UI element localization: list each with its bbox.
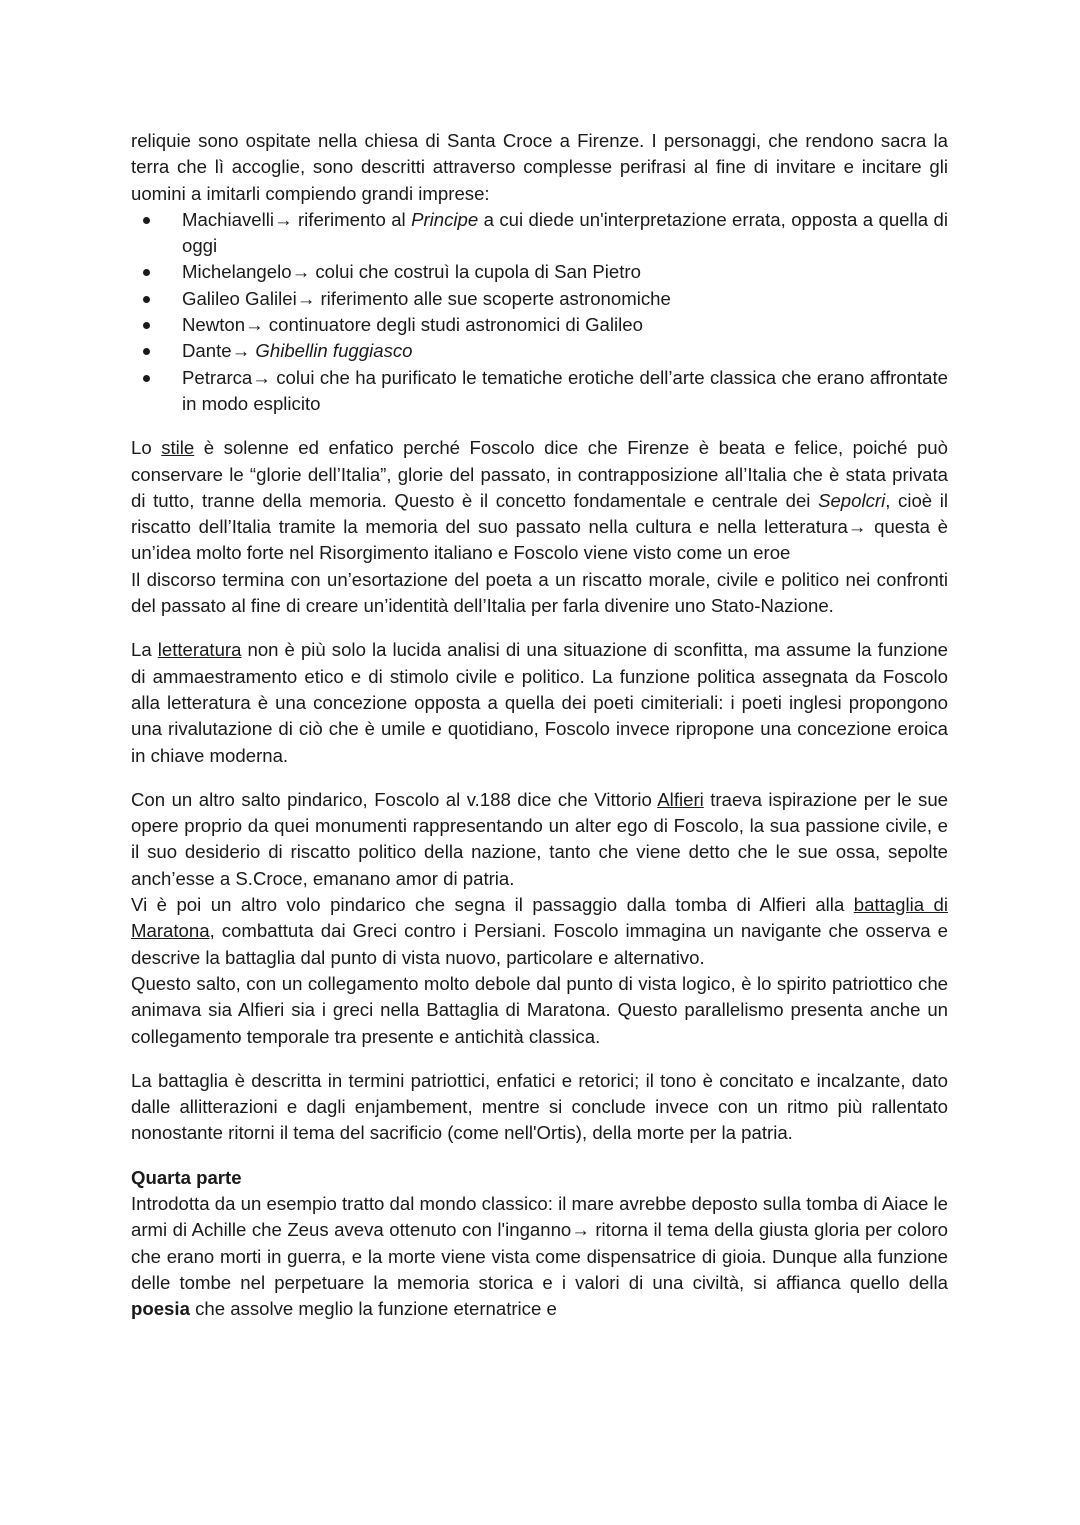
list-item: Newton→ continuatore degli studi astronomici di Galileo [131, 312, 948, 338]
bullet-dot-icon [143, 296, 150, 303]
section-heading: Quarta parte [131, 1166, 242, 1188]
bullet-dot-icon [143, 348, 150, 355]
underlined-term: letteratura [157, 639, 242, 661]
intro-text: reliquie sono ospitate nella chiesa di Santa Croce a Firenze. I personaggi, che rendono sacra la terra che lì accoglie, sono descritti attraverso complesse perifrasi al fine di invitare e incitare gli uomini a imitarli compiendo grandi imprese: [131, 130, 948, 204]
salto-paragraph: Questo salto, con un collegamento molto debole dal punto di vista logico, è lo spirito patriottico che animava sia Alfieri sia i greci nella Battaglia di Maratona. Questo parallelismo presenta anche un collegamento temporale tra presente e antichità classica. [131, 972, 948, 1047]
alfieri-paragraph: Con un altro salto pindarico, Foscolo al v.188 dice che Vittorio Alfieri traeva ispirazione per le sue opere proprio da quei monumenti rappresentando un alter ego di Foscolo, la sua passione civile, e il suo desiderio di riscatto politico della nazione, tanto che viene detto che le sue ossa, sepolte anch’esse a S.Croce, emanano amor di patria. [131, 788, 949, 889]
volo-paragraph: Vi è poi un altro volo pindarico che segna il passaggio dalla tomba di Alfieri alla battaglia di Maratona, combattuta dai Greci contro i Persiani. Foscolo immagina un navigante che osserva e descrive la battaglia dal punto di vista nuovo, particolare e alternativo. [131, 894, 948, 968]
personaggi-list [131, 207, 948, 417]
battaglia-paragraph: La battaglia è descritta in termini patriottici, enfatici e retorici; il tono è concitato e incalzante, dato dalle allitterazioni e dagli enjambement, mentre si conclude invece con un ritmo più rallentato nonostante ritorni il tema del sacrificio (come nell'Ortis), della morte per la patria. [131, 1069, 948, 1144]
bullet-dot-icon [143, 375, 150, 382]
list-item: Dante→ Ghibellin fuggiasco [131, 338, 948, 364]
list-item: Michelangelo→ colui che costruì la cupola di San Pietro [131, 259, 948, 285]
intro-paragraph [131, 128, 948, 207]
underlined-term: Alfieri [657, 788, 704, 810]
underlined-term: stile [161, 437, 195, 459]
document-page [131, 128, 948, 1322]
discorso-paragraph: Il discorso termina con un’esortazione del poeta a un riscatto morale, civile e politico nei confronti del passato al fine di creare un’identità dell’Italia per farla divenire uno Stato-Nazione. [131, 568, 948, 617]
list-item: Petrarca→ colui che ha purificato le tematiche erotiche dell’arte classica che erano affrontate in modo esplicito [131, 365, 948, 418]
stile-paragraph: Lo stile è solenne ed enfatico perché Foscolo dice che Firenze è beata e felice, poiché può conservare le “glorie dell’Italia”, glorie del passato, in contrapposizione all’Italia che è stata privata di tutto, tranne della memoria. Questo è il concetto fondamentale e centrale dei Sepolcri, cioè il riscatto dell’Italia tramite la memoria del suo passato nella cultura e nella letteratura→ questa è un’idea molto forte nel Risorgimento italiano e Foscolo viene visto come un eroe [131, 437, 949, 564]
bold-term: poesia [131, 1298, 190, 1320]
list-item: Machiavelli→ riferimento al Principe a cui diede un'interpretazione errata, opposta a quella di oggi [131, 207, 948, 260]
list-item: Galileo Galilei→ riferimento alle sue scoperte astronomiche [131, 286, 948, 312]
bullet-dot-icon [143, 269, 150, 276]
italic-term: Sepolcri [818, 489, 886, 511]
quarta-paragraph: Introdotta da un esempio tratto dal mondo classico: il mare avrebbe deposto sulla tomba di Aiace le armi di Achille che Zeus aveva ottenuto con l'inganno→ ritorna il tema della giusta gloria per coloro che erano morti in guerra, e la morte viene vista come dispensatrice di gioia. Dunque alla funzione delle tombe nel perpetuare la memoria storica e i valori di una civiltà, si affianca quello della poesia che assolve meglio la funzione eternatrice e [131, 1192, 948, 1320]
underlined-term: battaglia di Maratona [131, 894, 948, 942]
bullet-dot-icon [143, 217, 150, 224]
letteratura-paragraph: La letteratura non è più solo la lucida analisi di una situazione di sconfitta, ma assume la funzione di ammaestramento etico e di stimolo civile e politico. La funzione politica assegnata da Foscolo alla letteratura è una concezione opposta a quella dei poeti cimiteriali: i poeti inglesi propongono una rivalutazione di ciò che è umile e quotidiano, Foscolo invece ripropone una concezione eroica in chiave moderna. [131, 639, 948, 766]
bullet-dot-icon [143, 322, 150, 329]
